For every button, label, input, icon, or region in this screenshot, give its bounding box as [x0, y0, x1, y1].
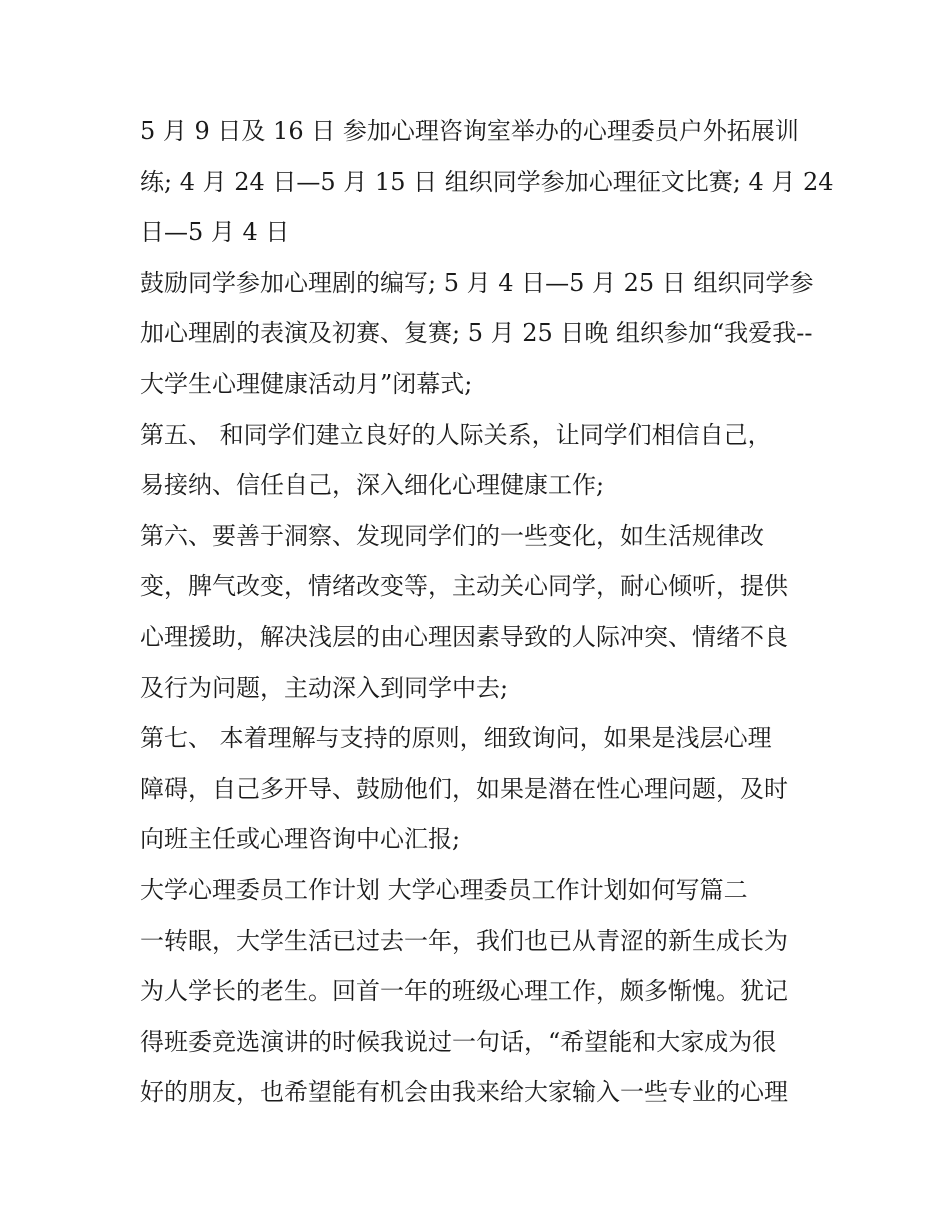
text-line: 日—5 月 4 日	[140, 218, 290, 247]
text-line: 及行为问题，主动深入到同学中去;	[140, 673, 509, 702]
text-line: 第六、要善于洞察、发现同学们的一些变化，如生活规律改	[140, 521, 764, 550]
text-line: 障碍，自己多开导、鼓励他们，如果是潜在性心理问题，及时	[140, 774, 788, 803]
text-line: 练; 4 月 24 日—5 月 15 日 组织同学参加心理征文比赛; 4 月 24	[140, 167, 834, 196]
text-line: 好的朋友，也希望能有机会由我来给大家输入一些专业的心理	[140, 1078, 788, 1107]
text-line: 第五、 和同学们建立良好的人际关系，让同学们相信自己，	[140, 420, 772, 449]
text-line: 大学生心理健康活动月”闭幕式;	[140, 369, 473, 398]
text-line: 向班主任或心理咨询中心汇报;	[140, 825, 461, 854]
section-heading: 大学心理委员工作计划 大学心理委员工作计划如何写篇二	[140, 875, 748, 904]
text-line: 得班委竞选演讲的时候我说过一句话，“希望能和大家成为很	[140, 1027, 777, 1056]
text-line: 为人学长的老生。回首一年的班级心理工作，颇多惭愧。犹记	[140, 977, 788, 1006]
text-line: 易接纳、信任自己，深入细化心理健康工作;	[140, 471, 605, 500]
text-line: 加心理剧的表演及初赛、复赛; 5 月 25 日晚 组织参加“我爱我--	[140, 319, 813, 348]
document-body	[140, 106, 834, 1118]
text-line: 第七、 本着理解与支持的原则，细致询问，如果是浅层心理	[140, 724, 772, 753]
text-line: 变，脾气改变，情绪改变等，主动关心同学，耐心倾听，提供	[140, 572, 788, 601]
text-line: 心理援助，解决浅层的由心理因素导致的人际冲突、情绪不良	[140, 622, 788, 651]
text-line: 鼓励同学参加心理剧的编写; 5 月 4 日—5 月 25 日 组织同学参	[140, 268, 814, 297]
text-line: 一转眼，大学生活已过去一年，我们也已从青涩的新生成长为	[140, 926, 788, 955]
text-line: 5 月 9 日及 16 日 参加心理咨询室举办的心理委员户外拓展训	[140, 117, 799, 145]
